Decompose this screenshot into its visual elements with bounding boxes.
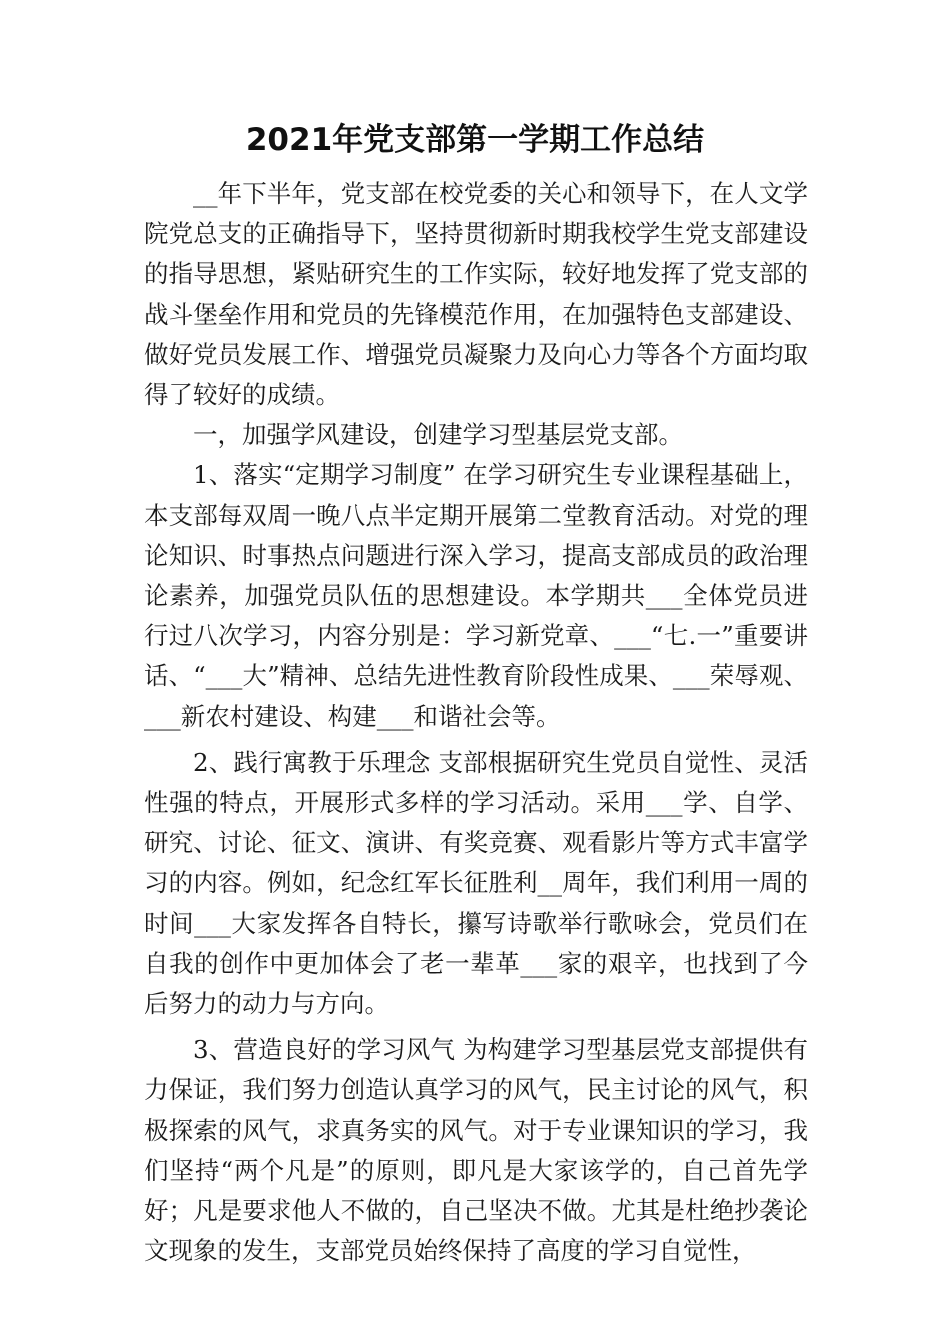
paragraph-item-1: 1、落实“定期学习制度” 在学习研究生专业课程基础上，本支部每双周一晚八点半定期开展第二堂教育活动。对党的理论知识、时事热点问题进行深入学习，提高支部成员的政治理论素养，加强党员队伍的思想建设。本学期共___全体党员进行过八次学习，内容分别是：学习新党章、___“七.一”重要讲话、“___大”精神、总结先进性教育阶段性成果、___荣辱观、___新农村建设、构建___和谐社会等。	[144, 460, 808, 731]
document-title: 2021年党支部第一学期工作总结	[245, 122, 705, 158]
paragraph-intro: __年下半年，党支部在校党委的关心和领导下，在人文学院党总支的正确指导下，坚持贯彻新时期我校学生党支部建设的指导思想，紧贴研究生的工作实际，较好地发挥了党支部的战斗堡垒作用和党员的先锋模范作用，在加强特色支部建设、做好党员发展工作、增强党员凝聚力及向心力等各个方面均取得了较好的成绩。	[144, 179, 808, 410]
paragraph-section-heading: 一，加强学风建设，创建学习型基层党支部。	[193, 420, 683, 450]
document-body	[144, 174, 808, 1271]
paragraph-item-2: 2、践行寓教于乐理念 支部根据研究生党员自觉性、灵活性强的特点，开展形式多样的学习活动。采用___学、自学、研究、讨论、征文、演讲、有奖竞赛、观看影片等方式丰富学习的内容。例如，纪念红军长征胜利__周年，我们利用一周的时间___大家发挥各自特长，攥写诗歌举行歌咏会，党员们在自我的创作中更加体会了老一辈革___家的艰辛，也找到了今后努力的动力与方向。	[144, 747, 808, 1019]
paragraph-item-3: 3、营造良好的学习风气 为构建学习型基层党支部提供有力保证，我们努力创造认真学习的风气，民主讨论的风气，积极探索的风气，求真务实的风气。对于专业课知识的学习，我们坚持“两个凡是”的原则，即凡是大家该学的，自己首先学好；凡是要求他人不做的，自己坚决不做。尤其是杜绝抄袭论文现象的发生，支部党员始终保持了高度的学习自觉性，	[144, 1035, 808, 1266]
